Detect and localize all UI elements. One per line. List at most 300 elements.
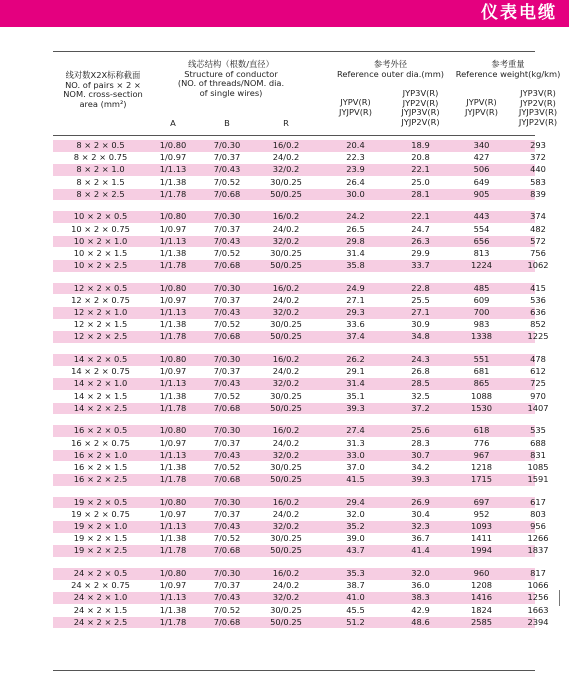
cell-outer-jypv: 26.4 <box>346 176 365 187</box>
cell-conductor-b: 7/0.68 <box>213 616 241 627</box>
cell-outer-jyp3v: 20.8 <box>411 152 430 163</box>
cell-outer-jyp3v: 42.9 <box>411 604 430 615</box>
page-title: 仪表电缆 <box>481 3 557 23</box>
cell-conductor-a: 1/0.80 <box>159 211 187 222</box>
cell-outer-jyp3v: 41.4 <box>411 545 430 556</box>
cell-conductor-a: 1/1.13 <box>159 164 187 175</box>
cell-conductor-b: 7/0.37 <box>213 294 241 305</box>
table-row <box>53 474 549 486</box>
cell-conductor-b: 7/0.43 <box>213 378 241 389</box>
cell-conductor-a: 1/1.78 <box>159 545 187 556</box>
cell-size: 12 × 2 × 1.0 <box>73 307 128 318</box>
cell-weight-jyp3v: 1062 <box>527 260 549 271</box>
cell-weight-jypv: 1411 <box>470 533 493 544</box>
table-row <box>53 319 546 331</box>
outer-dia-header-en: Reference outer dia.(mm) <box>336 68 445 79</box>
outer-right-model-2: JYP2V(R) <box>402 97 439 108</box>
cell-size: 14 × 2 × 0.5 <box>73 354 128 365</box>
cell-conductor-r: 50/0.25 <box>270 331 302 342</box>
cell-conductor-b: 7/0.37 <box>213 152 241 163</box>
cell-outer-jyp3v: 37.2 <box>411 402 430 413</box>
table-row <box>53 176 546 189</box>
row-group <box>53 425 549 485</box>
weight-left-model-2: JYJPV(R) <box>465 106 498 117</box>
cell-conductor-r: 24/0.2 <box>272 294 300 305</box>
cell-outer-jypv: 41.5 <box>346 474 365 485</box>
cell-weight-jypv: 697 <box>473 496 490 507</box>
cell-weight-jyp3v: 803 <box>530 508 546 519</box>
cell-size: 24 × 2 × 0.75 <box>71 580 130 591</box>
cell-weight-jypv: 1088 <box>470 390 493 401</box>
row-group <box>53 140 546 200</box>
weight-right-model-4: JYJP2V(R) <box>518 116 558 127</box>
cell-outer-jypv: 45.5 <box>346 604 365 615</box>
cell-weight-jyp3v: 535 <box>530 425 546 436</box>
cell-outer-jyp3v: 33.7 <box>411 260 430 271</box>
cell-conductor-b: 7/0.37 <box>213 223 241 234</box>
cell-weight-jypv: 1338 <box>470 331 493 342</box>
cell-weight-jypv: 1093 <box>470 521 493 532</box>
cell-weight-jyp3v: 1225 <box>527 331 549 342</box>
cell-weight-jypv: 656 <box>473 235 490 246</box>
table-row <box>53 616 549 629</box>
cell-weight-jypv: 554 <box>473 223 490 234</box>
cell-weight-jyp3v: 1837 <box>527 545 549 556</box>
cell-conductor-r: 50/0.25 <box>270 188 302 199</box>
cell-size: 14 × 2 × 1.5 <box>73 390 128 401</box>
cell-conductor-b: 7/0.43 <box>213 307 241 318</box>
outer-right-models <box>393 89 448 127</box>
cell-outer-jyp3v: 30.4 <box>411 508 430 519</box>
cell-size: 19 × 2 × 2.5 <box>73 545 128 556</box>
cell-weight-jypv: 609 <box>473 294 490 305</box>
table-row <box>53 449 546 462</box>
table-row <box>53 521 546 533</box>
table-row <box>53 211 546 223</box>
cell-outer-jyp3v: 22.1 <box>411 164 430 175</box>
cell-conductor-a: 1/0.80 <box>159 425 187 436</box>
sub-header-r: R <box>283 118 289 128</box>
cell-outer-jypv: 33.0 <box>346 449 365 460</box>
cell-weight-jyp3v: 956 <box>530 521 546 532</box>
weight-header-en: Reference weight(kg/km) <box>455 68 561 79</box>
cell-size: 19 × 2 × 1.5 <box>73 533 128 544</box>
cell-conductor-r: 32/0.2 <box>272 235 300 246</box>
cell-weight-jyp3v: 1066 <box>527 580 549 591</box>
cell-size: 12 × 2 × 0.5 <box>73 282 128 293</box>
cell-weight-jyp3v: 1407 <box>527 402 549 413</box>
cell-conductor-b: 7/0.30 <box>213 568 241 579</box>
cell-weight-jyp3v: 1085 <box>527 461 549 472</box>
cell-outer-jypv: 43.7 <box>346 545 365 556</box>
cell-conductor-r: 32/0.2 <box>272 592 300 603</box>
cell-conductor-a: 1/0.80 <box>159 282 187 293</box>
cell-conductor-b: 7/0.68 <box>213 331 241 342</box>
cell-conductor-b: 7/0.68 <box>213 188 241 199</box>
cell-conductor-b: 7/0.30 <box>213 496 241 507</box>
outer-dia-header-cn: 参考外径 <box>373 59 408 69</box>
cell-weight-jypv: 905 <box>473 188 490 199</box>
cell-conductor-a: 1/1.78 <box>159 331 187 342</box>
cell-conductor-r: 16/0.2 <box>272 568 300 579</box>
cell-conductor-a: 1/1.13 <box>159 378 187 389</box>
cell-conductor-b: 7/0.37 <box>213 366 241 377</box>
cell-conductor-a: 1/0.97 <box>159 366 187 377</box>
cell-outer-jypv: 24.2 <box>346 211 365 222</box>
cell-conductor-r: 16/0.2 <box>272 282 300 293</box>
cell-outer-jyp3v: 28.3 <box>411 437 430 448</box>
cell-conductor-r: 30/0.25 <box>270 461 302 472</box>
cell-conductor-a: 1/1.38 <box>159 390 187 401</box>
cell-outer-jyp3v: 29.9 <box>411 247 430 258</box>
cell-size: 10 × 2 × 0.5 <box>73 211 128 222</box>
outer-dia-header <box>323 60 458 79</box>
cell-conductor-r: 50/0.25 <box>270 260 302 271</box>
cell-weight-jyp3v: 536 <box>530 294 546 305</box>
cell-conductor-a: 1/1.38 <box>159 176 187 187</box>
cell-weight-jypv: 865 <box>473 378 490 389</box>
cell-conductor-r: 50/0.25 <box>270 545 302 556</box>
cell-weight-jypv: 1218 <box>470 461 493 472</box>
cell-conductor-b: 7/0.52 <box>213 247 241 258</box>
cell-conductor-a: 1/0.97 <box>159 152 187 163</box>
cell-weight-jyp3v: 817 <box>530 568 546 579</box>
weight-header <box>448 60 568 79</box>
outer-left-model-1: JYPV(R) <box>340 97 371 107</box>
cell-conductor-b: 7/0.68 <box>213 474 241 485</box>
cell-weight-jyp3v: 1256 <box>527 592 549 603</box>
cell-conductor-r: 16/0.2 <box>272 496 300 507</box>
cell-weight-jyp3v: 1663 <box>527 604 549 615</box>
cell-weight-jyp3v: 612 <box>530 366 546 377</box>
cell-conductor-r: 32/0.2 <box>272 449 300 460</box>
cell-conductor-r: 32/0.2 <box>272 164 300 175</box>
cell-size: 16 × 2 × 2.5 <box>73 474 128 485</box>
table-row <box>53 152 546 164</box>
cell-outer-jyp3v: 28.1 <box>411 188 430 199</box>
conductor-header-cn: 线芯结构（根数/直径） <box>188 59 274 69</box>
cell-size: 16 × 2 × 1.0 <box>73 449 128 460</box>
cell-outer-jypv: 37.0 <box>346 461 365 472</box>
cell-conductor-r: 50/0.25 <box>270 402 302 413</box>
cell-outer-jypv: 35.1 <box>346 390 365 401</box>
cell-weight-jypv: 1208 <box>470 580 493 591</box>
table-row <box>53 164 546 176</box>
cell-conductor-b: 7/0.30 <box>213 282 241 293</box>
cell-weight-jypv: 967 <box>473 449 490 460</box>
cell-weight-jyp3v: 572 <box>530 235 546 246</box>
cell-size: 10 × 2 × 0.75 <box>71 223 130 234</box>
cell-conductor-r: 16/0.2 <box>272 140 300 150</box>
cell-weight-jyp3v: 970 <box>530 390 546 401</box>
cell-conductor-r: 24/0.2 <box>272 580 300 591</box>
cell-size: 14 × 2 × 1.0 <box>73 378 128 389</box>
cell-conductor-a: 1/1.78 <box>159 260 187 271</box>
cell-weight-jypv: 340 <box>473 140 490 150</box>
cell-size: 14 × 2 × 2.5 <box>73 402 128 413</box>
cell-weight-jyp3v: 583 <box>530 176 546 187</box>
cell-outer-jypv: 41.0 <box>346 592 365 603</box>
header-bottom-rule <box>53 135 535 136</box>
row-group <box>53 354 549 414</box>
cell-size: 19 × 2 × 0.75 <box>71 508 130 519</box>
table-row <box>53 580 549 592</box>
cell-outer-jypv: 35.2 <box>346 521 365 532</box>
table-row <box>53 437 546 450</box>
table-row <box>53 402 549 415</box>
cell-weight-jyp3v: 852 <box>530 319 546 330</box>
cell-outer-jyp3v: 32.3 <box>411 521 430 532</box>
cell-outer-jyp3v: 39.3 <box>411 474 430 485</box>
cell-weight-jyp3v: 1266 <box>527 533 549 544</box>
cell-weight-jypv: 1530 <box>470 402 493 413</box>
cell-conductor-a: 1/1.78 <box>159 402 187 413</box>
cell-conductor-a: 1/1.13 <box>159 235 187 246</box>
table-row <box>53 247 546 260</box>
cell-size: 10 × 2 × 1.5 <box>73 247 128 258</box>
cell-outer-jyp3v: 28.5 <box>411 378 430 389</box>
weight-header-cn: 参考重量 <box>491 59 525 69</box>
table-row <box>53 223 546 236</box>
cell-conductor-a: 1/0.80 <box>159 496 187 507</box>
table-row <box>53 307 546 319</box>
cell-weight-jypv: 649 <box>473 176 490 187</box>
cell-conductor-a: 1/1.38 <box>159 533 187 544</box>
cell-conductor-a: 1/0.97 <box>159 437 187 448</box>
cell-conductor-b: 7/0.52 <box>213 604 241 615</box>
weight-left-models <box>459 98 504 117</box>
cell-conductor-r: 24/0.2 <box>272 437 300 448</box>
cell-conductor-a: 1/0.80 <box>159 354 187 365</box>
cell-conductor-r: 30/0.25 <box>270 604 302 615</box>
conductor-header <box>151 60 311 98</box>
cell-weight-jypv: 960 <box>473 568 490 579</box>
cell-outer-jypv: 33.6 <box>346 319 365 330</box>
conductor-header-en3: of single wires) <box>199 87 263 98</box>
cell-outer-jyp3v: 48.6 <box>411 616 430 627</box>
col-pairs-header <box>53 71 153 109</box>
cell-size: 16 × 2 × 0.5 <box>73 425 128 436</box>
table-row <box>53 260 549 272</box>
cell-size: 8 × 2 × 0.75 <box>73 152 128 163</box>
cell-outer-jyp3v: 32.5 <box>411 390 430 401</box>
cell-conductor-r: 24/0.2 <box>272 223 300 234</box>
cell-conductor-b: 7/0.68 <box>213 402 241 413</box>
cell-outer-jyp3v: 25.0 <box>411 176 430 187</box>
table-row <box>53 592 549 604</box>
cell-conductor-b: 7/0.30 <box>213 354 241 365</box>
cell-conductor-a: 1/1.13 <box>159 449 187 460</box>
cell-weight-jypv: 681 <box>473 366 490 377</box>
cell-weight-jypv: 1994 <box>470 545 493 556</box>
row-group <box>53 496 549 557</box>
table-row <box>53 188 546 201</box>
cell-outer-jypv: 31.3 <box>346 437 365 448</box>
row-group <box>53 568 549 628</box>
cell-outer-jyp3v: 30.7 <box>411 449 430 460</box>
cell-outer-jyp3v: 24.7 <box>411 223 430 234</box>
col-pairs-header-en2: NOM. cross-section <box>63 89 143 100</box>
cell-weight-jyp3v: 617 <box>530 496 546 507</box>
cell-conductor-b: 7/0.43 <box>213 449 241 460</box>
cell-outer-jypv: 35.3 <box>346 568 365 579</box>
outer-right-model-1: JYP3V(R) <box>402 88 439 98</box>
cell-conductor-r: 24/0.2 <box>272 366 300 377</box>
cell-size: 24 × 2 × 2.5 <box>73 616 128 627</box>
cell-conductor-a: 1/1.78 <box>159 188 187 199</box>
table-header <box>53 52 561 135</box>
cell-weight-jypv: 983 <box>473 319 490 330</box>
cell-conductor-r: 32/0.2 <box>272 521 300 532</box>
table-bottom-rule <box>53 670 535 671</box>
cell-outer-jypv: 26.2 <box>346 354 365 365</box>
cell-conductor-b: 7/0.43 <box>213 592 241 603</box>
cell-conductor-b: 7/0.43 <box>213 164 241 175</box>
cell-conductor-r: 32/0.2 <box>272 307 300 318</box>
cell-size: 8 × 2 × 0.5 <box>76 140 125 150</box>
cell-weight-jypv: 776 <box>473 437 490 448</box>
cell-outer-jyp3v: 26.3 <box>411 235 430 246</box>
cell-conductor-a: 1/0.80 <box>159 140 187 150</box>
cell-weight-jypv: 427 <box>473 152 490 163</box>
cell-weight-jypv: 485 <box>473 282 490 293</box>
cell-conductor-b: 7/0.52 <box>213 461 241 472</box>
weight-right-model-1: JYP3V(R) <box>520 88 556 98</box>
cell-conductor-b: 7/0.37 <box>213 580 241 591</box>
cell-outer-jyp3v: 27.1 <box>411 307 430 318</box>
col-pairs-header-en1: NO. of pairs × 2 × <box>65 79 141 90</box>
table-row <box>53 390 546 403</box>
table-row <box>53 235 546 248</box>
table-row <box>53 331 549 343</box>
cell-conductor-b: 7/0.37 <box>213 508 241 519</box>
cell-outer-jypv: 31.4 <box>346 378 365 389</box>
conductor-header-en2: (NO. of threads/NOM. dia. <box>177 78 285 89</box>
cell-conductor-b: 7/0.30 <box>213 140 241 150</box>
cell-conductor-b: 7/0.43 <box>213 235 241 246</box>
table-row <box>53 282 546 295</box>
cell-size: 8 × 2 × 1.0 <box>76 164 125 175</box>
weight-left-model-1: JYPV(R) <box>466 97 497 107</box>
cell-size: 10 × 2 × 1.0 <box>73 235 128 246</box>
table-row <box>53 461 549 474</box>
cell-outer-jypv: 22.3 <box>346 152 365 163</box>
cell-outer-jypv: 27.4 <box>346 425 365 436</box>
outer-right-model-4: JYJP2V(R) <box>401 116 440 127</box>
cell-conductor-r: 16/0.2 <box>272 211 300 222</box>
cell-conductor-r: 24/0.2 <box>272 152 300 163</box>
cell-size: 12 × 2 × 1.5 <box>73 319 128 330</box>
cell-conductor-b: 7/0.52 <box>213 390 241 401</box>
cell-weight-jyp3v: 636 <box>530 307 546 318</box>
cell-conductor-a: 1/0.97 <box>159 223 187 234</box>
cell-weight-jyp3v: 482 <box>530 223 546 234</box>
cell-conductor-b: 7/0.52 <box>213 319 241 330</box>
cell-conductor-a: 1/1.78 <box>159 474 187 485</box>
cell-weight-jyp3v: 756 <box>530 247 546 258</box>
cell-outer-jyp3v: 24.3 <box>411 354 430 365</box>
cell-conductor-b: 7/0.30 <box>213 211 241 222</box>
cell-outer-jypv: 51.2 <box>346 616 365 627</box>
table-row <box>53 545 549 557</box>
cell-size: 12 × 2 × 0.75 <box>71 294 130 305</box>
cell-weight-jyp3v: 2394 <box>527 616 549 627</box>
cell-weight-jyp3v: 374 <box>530 211 546 222</box>
cell-size: 24 × 2 × 0.5 <box>73 568 128 579</box>
cell-size: 14 × 2 × 0.75 <box>71 366 130 377</box>
cell-conductor-b: 7/0.52 <box>213 533 241 544</box>
sub-header-a: A <box>170 118 176 128</box>
cell-weight-jypv: 2585 <box>470 616 493 627</box>
cell-outer-jypv: 31.4 <box>346 247 365 258</box>
cell-conductor-a: 1/1.13 <box>159 521 187 532</box>
cell-conductor-b: 7/0.52 <box>213 176 241 187</box>
cell-weight-jyp3v: 688 <box>530 437 546 448</box>
cell-size: 8 × 2 × 1.5 <box>76 176 125 187</box>
cell-outer-jyp3v: 25.5 <box>411 294 430 305</box>
table-row <box>53 533 549 545</box>
cell-outer-jypv: 29.8 <box>346 235 365 246</box>
row-group <box>53 282 549 343</box>
weight-right-model-2: JYP2V(R) <box>520 97 556 108</box>
cell-outer-jyp3v: 26.9 <box>411 496 430 507</box>
cell-outer-jypv: 29.3 <box>346 307 365 318</box>
table-row <box>53 378 546 390</box>
cell-conductor-b: 7/0.68 <box>213 545 241 556</box>
table-row <box>53 568 546 580</box>
cell-outer-jypv: 35.8 <box>346 260 365 271</box>
cell-weight-jypv: 618 <box>473 425 490 436</box>
table-row <box>53 508 546 521</box>
cell-outer-jypv: 24.9 <box>346 282 365 293</box>
cell-outer-jyp3v: 36.0 <box>411 580 430 591</box>
cell-weight-jypv: 1416 <box>470 592 493 603</box>
title-banner <box>0 0 569 27</box>
cell-size: 8 × 2 × 2.5 <box>76 188 125 199</box>
cell-size: 16 × 2 × 1.5 <box>73 461 128 472</box>
weight-right-model-3: JYJP3V(R) <box>518 107 558 118</box>
cell-outer-jyp3v: 18.9 <box>411 140 430 150</box>
cell-outer-jyp3v: 34.8 <box>411 331 430 342</box>
table-row <box>53 425 546 437</box>
cell-weight-jypv: 1715 <box>470 474 493 485</box>
cell-conductor-a: 1/1.13 <box>159 592 187 603</box>
cell-conductor-a: 1/1.78 <box>159 616 187 627</box>
cell-outer-jyp3v: 22.8 <box>411 282 430 293</box>
cell-outer-jyp3v: 38.3 <box>411 592 430 603</box>
cell-conductor-r: 30/0.25 <box>270 247 302 258</box>
cell-size: 10 × 2 × 2.5 <box>73 260 128 271</box>
cell-weight-jypv: 1224 <box>470 260 493 271</box>
cell-outer-jypv: 39.3 <box>346 402 365 413</box>
cell-conductor-a: 1/1.38 <box>159 461 187 472</box>
cell-outer-jypv: 38.7 <box>346 580 365 591</box>
cell-conductor-r: 50/0.25 <box>270 616 302 627</box>
cell-weight-jypv: 952 <box>473 508 490 519</box>
table-row <box>53 496 546 509</box>
cell-size: 24 × 2 × 1.0 <box>73 592 128 603</box>
table-row <box>53 140 546 152</box>
cell-outer-jypv: 26.5 <box>346 223 365 234</box>
cell-weight-jypv: 443 <box>473 211 490 222</box>
cell-weight-jyp3v: 372 <box>530 152 546 163</box>
cell-weight-jyp3v: 839 <box>530 188 546 199</box>
table-body <box>53 140 549 639</box>
cell-conductor-r: 32/0.2 <box>272 378 300 389</box>
cell-outer-jypv: 29.1 <box>346 366 365 377</box>
cell-conductor-b: 7/0.68 <box>213 260 241 271</box>
cell-outer-jypv: 23.9 <box>346 164 365 175</box>
